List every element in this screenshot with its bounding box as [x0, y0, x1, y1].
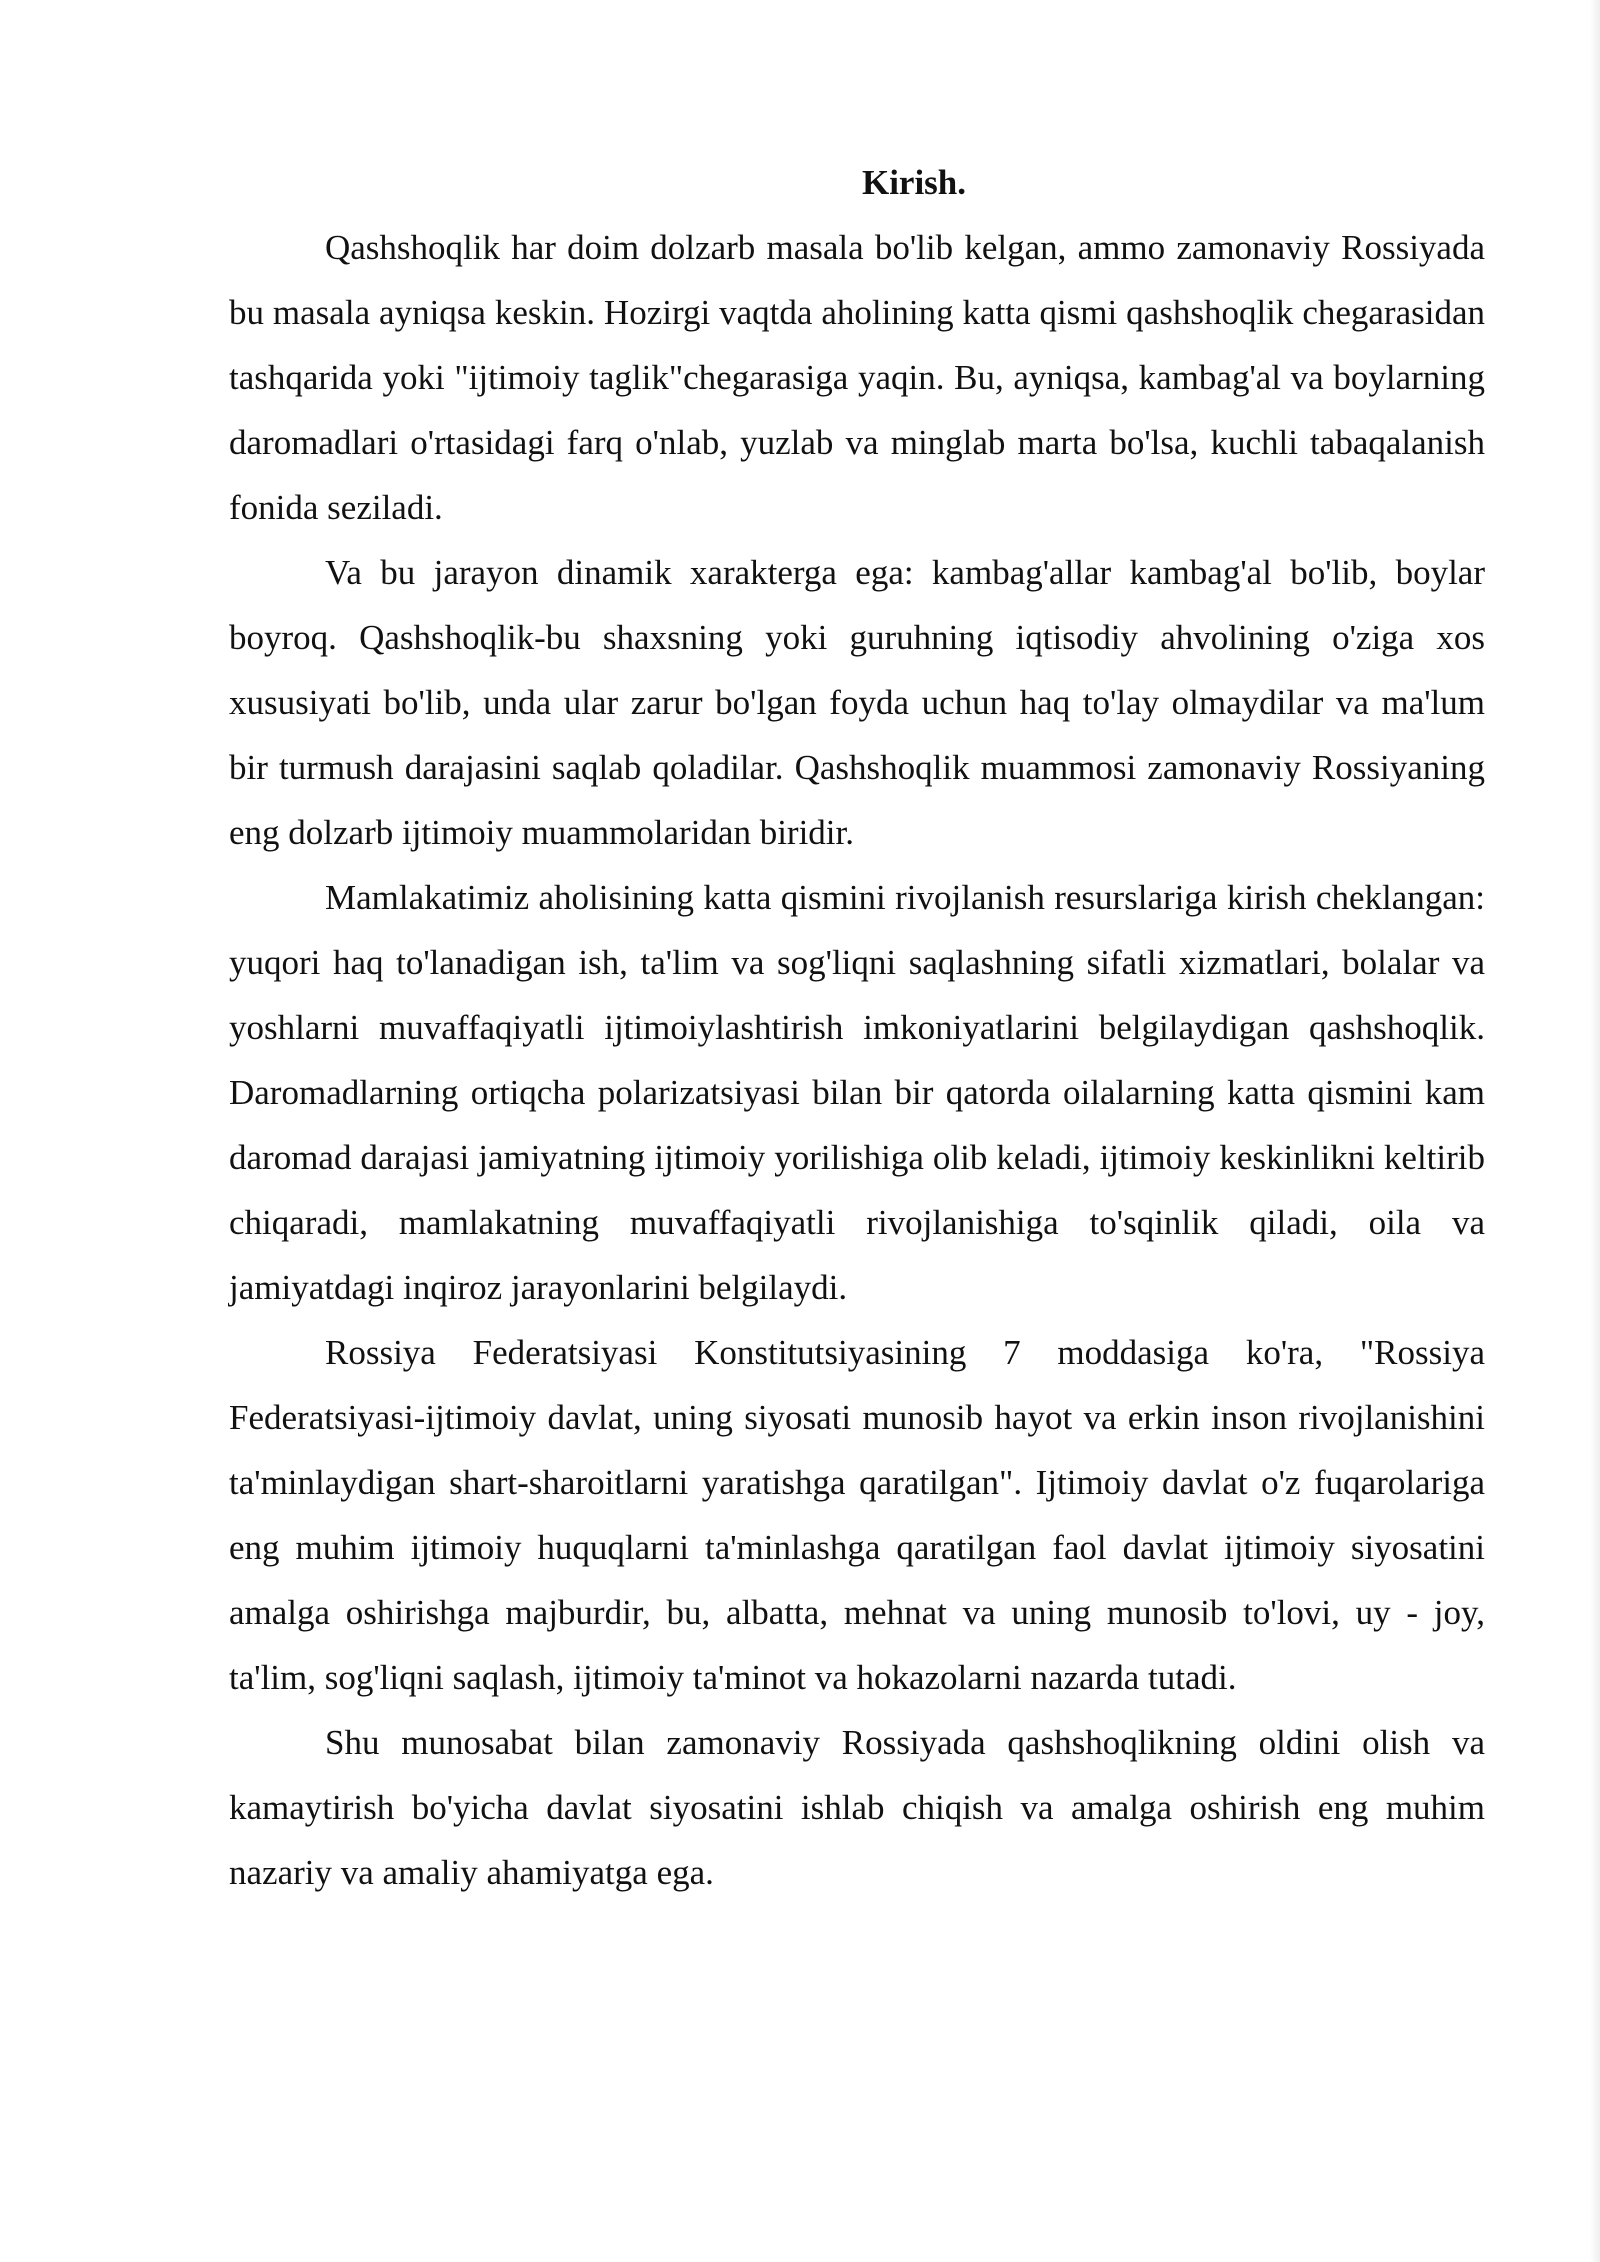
paragraph-1: Qashshoqlik har doim dolzarb masala bo'lib kelgan, ammo zamonaviy Rossiyada bu masala ayniqsa keskin. Hozirgi vaqtda aholining katta qismi qashshoqlik chegarasidan tashqarida yoki "ijtimoiy taglik"chegarasiga yaqin. Bu, ayniqsa, kambag'al va boylarning daromadlari o'rtasidagi farq o'nlab, yuzlab va minglab marta bo'lsa, kuchli tabaqalanish fonida seziladi.	[229, 228, 1485, 527]
page-title: Kirish.	[861, 163, 967, 202]
paragraph-2: Va bu jarayon dinamik xarakterga ega: kambag'allar kambag'al bo'lib, boylar boyroq. Qashshoqlik-bu shaxsning yoki guruhning iqtisodiy ahvolining o'ziga xos xususiyati bo'lib, unda ular zarur bo'lgan foyda uchun haq to'lay olmaydilar va ma'lum bir turmush darajasini saqlab qoladilar. Qashshoqlik muammosi zamonaviy Rossiyaning eng dolzarb ijtimoiy muammolaridan biridir.	[229, 553, 1485, 852]
paragraph-5: Shu munosabat bilan zamonaviy Rossiyada qashshoqlikning oldini olish va kamaytirish bo'yicha davlat siyosatini ishlab chiqish va amalga oshirish eng muhim nazariy va amaliy ahamiyatga ega.	[229, 1723, 1485, 1892]
document-body	[229, 150, 1485, 1905]
page-edge-shadow	[1590, 0, 1600, 2262]
paragraph-3: Mamlakatimiz aholisining katta qismini rivojlanish resurslariga kirish cheklangan: yuqori haq to'lanadigan ish, ta'lim va sog'liqni saqlashning sifatli xizmatlari, bolalar va yoshlarni muvaffaqiyatli ijtimoiylashtirish imkoniyatlarini belgilaydigan qashshoqlik. Daromadlarning ortiqcha polarizatsiyasi bilan bir qatorda oilalarning katta qismini kam daromad darajasi jamiyatning ijtimoiy yorilishiga olib keladi, ijtimoiy keskinlikni keltirib chiqaradi, mamlakatning muvaffaqiyatli rivojlanishiga to'sqinlik qiladi, oila va jamiyatdagi inqiroz jarayonlarini belgilaydi.	[229, 878, 1485, 1307]
paragraph-4: Rossiya Federatsiyasi Konstitutsiyasining 7 moddasiga ko'ra, "Rossiya Federatsiyasi-ijtimoiy davlat, uning siyosati munosib hayot va erkin inson rivojlanishini ta'minlaydigan shart-sharoitlarni yaratishga qaratilgan". Ijtimoiy davlat o'z fuqarolariga eng muhim ijtimoiy huquqlarni ta'minlashga qaratilgan faol davlat ijtimoiy siyosatini amalga oshirishga majburdir, bu, albatta, mehnat va uning munosib to'lovi, uy - joy, ta'lim, sog'liqni saqlash, ijtimoiy ta'minot va hokazolarni nazarda tutadi.	[229, 1333, 1485, 1697]
